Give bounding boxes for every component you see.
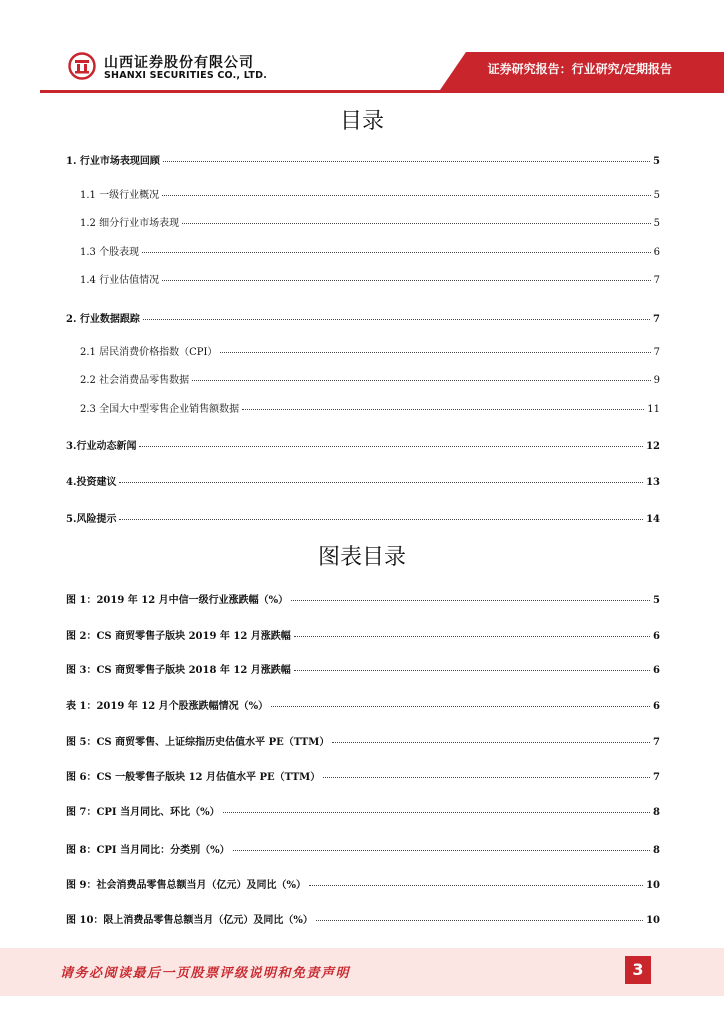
figure-entry-page: 7 [653,772,660,783]
figure-entry[interactable] [66,876,660,891]
toc-entry[interactable] [80,271,660,286]
dot-leader [294,670,650,671]
dot-leader [242,409,644,410]
toc-entry-label: 5.风险提示 [66,514,117,525]
figure-entry[interactable] [66,733,660,748]
dot-leader [223,812,650,813]
dot-leader [119,482,643,483]
figure-entry-page: 8 [653,807,660,818]
figure-entry[interactable] [66,627,660,642]
toc-entry-label: 2.1 居民消费价格指数（CPI） [80,347,218,358]
toc-entry-page: 7 [653,275,660,286]
dot-leader [332,742,650,743]
toc-entry-label: 2. 行业数据跟踪 [66,314,140,325]
toc-entry-page: 13 [646,477,660,488]
figure-entry-label: 图 5：CS 商贸零售、上证综指历史估值水平 PE（TTM） [66,737,330,748]
figure-entry-label: 图 3：CS 商贸零售子版块 2018 年 12 月涨跌幅 [66,665,291,676]
figure-entry-label: 图 9：社会消费品零售总额当月（亿元）及同比（%） [66,880,306,891]
dot-leader [220,352,650,353]
toc-entry[interactable] [80,343,660,358]
toc-entry[interactable] [80,400,660,415]
figure-entry-label: 图 1：2019 年 12 月中信一级行业涨跌幅（%） [66,595,289,606]
shanxi-securities-logo-icon [68,52,96,80]
toc-entry[interactable] [66,473,660,488]
toc-entry-label: 1.4 行业估值情况 [80,275,160,286]
figure-entry[interactable] [66,841,660,856]
toc-entry-page: 5 [653,156,660,167]
toc-entry-page: 11 [647,404,660,415]
figure-entry-label: 图 2：CS 商贸零售子版块 2019 年 12 月涨跌幅 [66,631,291,642]
figure-entry[interactable] [66,697,660,712]
figure-entry-label: 图 7：CPI 当月同比、环比（%） [66,807,220,818]
toc-entry-page: 5 [653,190,660,201]
figures-toc-title: 图表目录 [317,545,406,570]
dot-leader [294,636,650,637]
toc-entry-label: 2.2 社会消费品零售数据 [80,375,190,386]
figure-entry[interactable] [66,591,660,606]
figure-entry-page: 6 [653,701,660,712]
report-type: 证券研究报告：行业研究/定期报告 [487,62,672,76]
figure-entry[interactable] [66,661,660,676]
toc-entry-page: 9 [653,375,660,386]
figure-entry-page: 7 [653,737,660,748]
dot-leader [192,380,651,381]
header-divider [40,90,724,93]
dot-leader [291,600,650,601]
dot-leader [142,252,651,253]
toc-entry[interactable] [80,214,660,229]
toc-entry-label: 1. 行业市场表现回顾 [66,156,160,167]
toc-entry[interactable] [80,371,660,386]
figure-entry-label: 图 10：限上消费品零售总额当月（亿元）及同比（%） [66,915,313,926]
page-number: 3 [625,956,651,984]
figure-entry-page: 10 [646,915,660,926]
dot-leader [323,777,650,778]
toc-entry[interactable] [66,152,660,167]
page-header [0,0,724,95]
dot-leader [162,195,651,196]
dot-leader [163,161,650,162]
figure-entry[interactable] [66,803,660,818]
toc-entry[interactable] [80,186,660,201]
footer-disclaimer: 请务必阅读最后一页股票评级说明和免责声明 [60,966,351,981]
figure-entry-page: 6 [653,665,660,676]
figure-entry-page: 8 [653,845,660,856]
toc-entry-label: 2.3 全国大中型零售企业销售额数据 [80,404,240,415]
dot-leader [271,706,650,707]
toc-entry-page: 12 [646,441,660,452]
company-name-cn: 山西证券股份有限公司 [104,55,254,71]
toc-entry-label: 1.1 一级行业概况 [80,190,160,201]
toc-entry-page: 7 [653,314,660,325]
company-name-en: SHANXI SECURITIES CO., LTD. [104,70,268,81]
dot-leader [233,850,650,851]
figure-entry-page: 6 [653,631,660,642]
dot-leader [316,920,643,921]
toc-entry[interactable] [66,510,660,525]
toc-entry-label: 4.投资建议 [66,477,117,488]
dot-leader [182,223,651,224]
dot-leader [162,280,651,281]
toc-entry-label: 3.行业动态新闻 [66,441,137,452]
toc-entry-label: 1.3 个股表现 [80,247,140,258]
figure-entry[interactable] [66,911,660,926]
toc-entry[interactable] [66,310,660,325]
figure-entry-label: 图 6：CS 一般零售子版块 12 月估值水平 PE（TTM） [66,772,321,783]
dot-leader [309,885,643,886]
toc-title: 目录 [339,109,384,134]
toc-entry-label: 1.2 细分行业市场表现 [80,218,180,229]
toc-entry[interactable] [66,437,660,452]
figure-entry[interactable] [66,768,660,783]
figure-entry-page: 5 [653,595,660,606]
toc-entry-page: 5 [653,218,660,229]
dot-leader [119,519,643,520]
figure-entry-label: 表 1：2019 年 12 月个股涨跌幅情况（%） [66,701,269,712]
toc-entry-page: 7 [653,347,660,358]
figure-entry-page: 10 [646,880,660,891]
toc-entry[interactable] [80,243,660,258]
toc-entry-page: 6 [653,247,660,258]
figure-entry-label: 图 8：CPI 当月同比：分类别（%） [66,845,230,856]
dot-leader [143,319,650,320]
dot-leader [139,446,643,447]
toc-entry-page: 14 [646,514,660,525]
